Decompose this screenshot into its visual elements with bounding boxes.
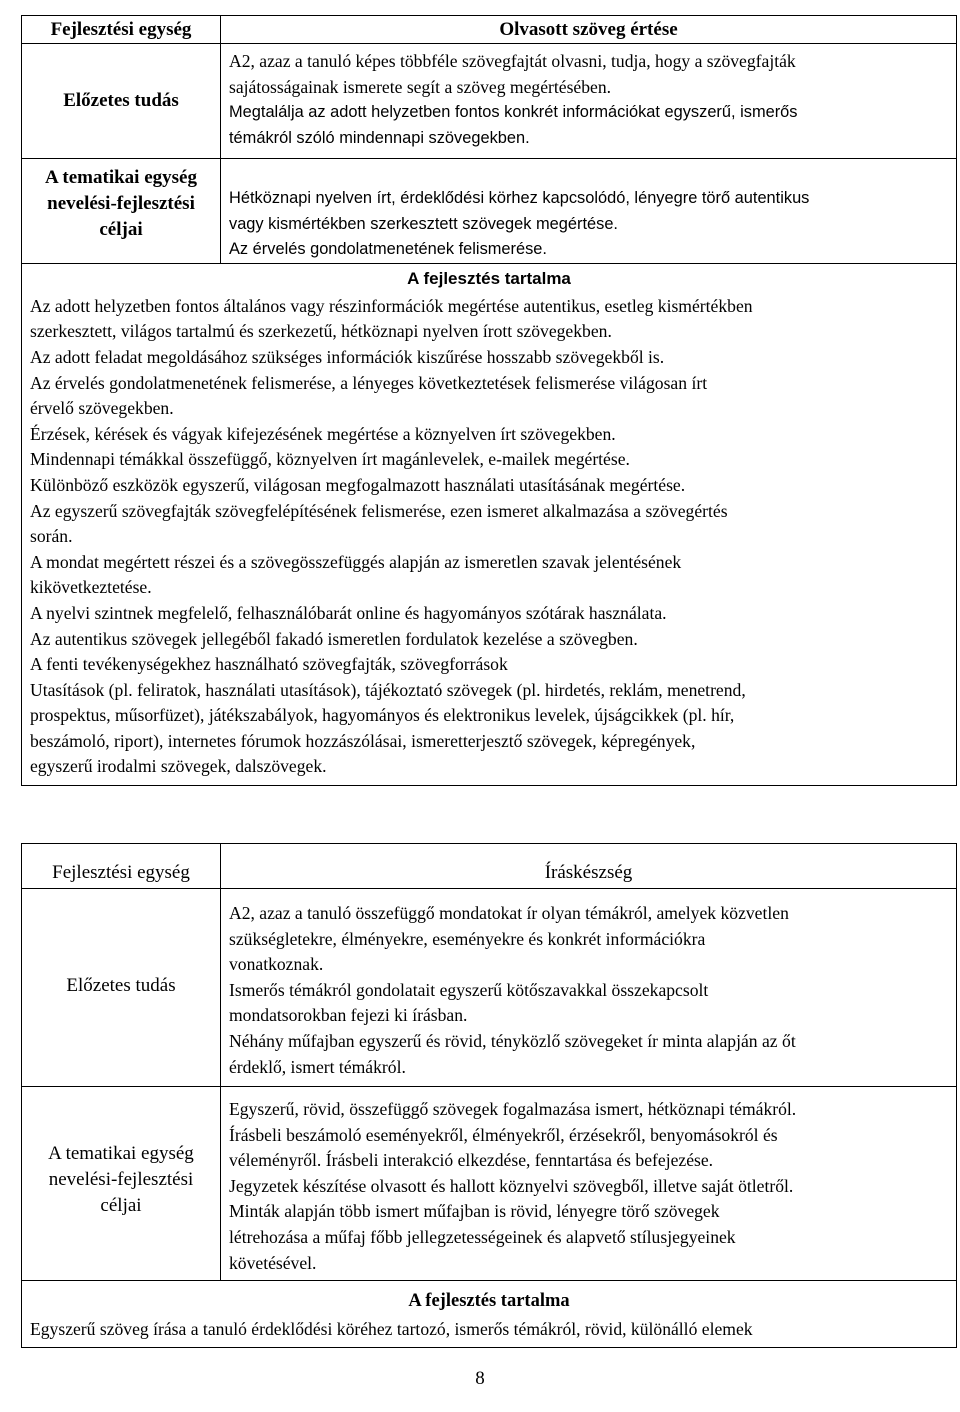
goals-line: Egyszerű, rövid, összefüggő szövegek fogalmazása ismert, hétköznapi témákról. [229,1099,797,1119]
prior-knowledge-line: Megtalálja az adott helyzetben fontos konkrét információkat egyszerű, ismerős [229,103,798,122]
content-line: érvelő szövegekben. [30,398,174,419]
content-line: kikövetkeztetése. [30,577,152,598]
development-content-title: A fejlesztés tartalma [407,268,571,288]
unit-label: Fejlesztési egység [50,19,192,40]
goals-line: létrehozása a műfaj főbb jellegzetességeinek és alapvető stílusjegyeinek [229,1226,736,1247]
content-line: Az egyszerű szövegfajták szövegfelépítésének felismerése, ezen ismeret alkalmazása a szövegértés [30,500,728,521]
content-line: Érzések, kérések és vágyak kifejezésének megértése a köznyelven írt szövegekben. [30,423,616,444]
unit-title: Olvasott szöveg értése [499,19,678,40]
prior-knowledge-line: mondatsorokban fejezi ki írásban. [229,1005,468,1026]
prior-knowledge-line: Néhány műfajban egyszerű és rövid, tényközlő szövegeket ír minta alapján az őt [229,1030,796,1051]
content-line: A nyelvi szintnek megfelelő, felhasználóbarát online és hagyományos szótárak használata. [30,602,667,623]
content-line: egyszerű irodalmi szövegek, dalszövegek. [30,756,327,777]
goals-cell [221,1087,957,1281]
prior-knowledge-label-cell [22,44,221,159]
content-line: során. [30,526,73,547]
content-line: Az adott feladat megoldásához szükséges információk kiszűrése hosszabb szövegekből is. [30,346,665,367]
content-line: A fenti tevékenységekhez használható szövegfajták, szövegforrások [30,654,508,675]
development-content-cell [22,263,957,785]
goals-label-line: A tematikai egység [45,167,197,188]
goals-label-line: céljai [99,219,143,240]
prior-knowledge-line: A2, azaz a tanuló összefüggő mondatokat ír olyan témákról, amelyek közvetlen [229,903,789,923]
content-line: Az autentikus szövegek jellegéből fakadó ismeretlen fordulatok kezelése a szövegben. [30,628,638,649]
content-line: A mondat megértett részei és a szövegösszefüggés alapján az ismeretlen szavak jelentésének [30,551,682,572]
content-line: Egyszerű szöveg írása a tanuló érdeklődési köréhez tartozó, ismerős témákról, rövid, különálló elemek [30,1319,753,1339]
unit-label-cell [22,16,221,44]
goals-cell [221,159,957,264]
goals-label-line: nevelési-fejlesztési [47,193,195,214]
prior-knowledge-cell [221,44,957,159]
content-line: beszámoló, riport), internetes fórumok hozzászólásai, ismeretterjesztő szövegek, képregények, [30,730,696,751]
prior-knowledge-line: érdeklő, ismert témákról. [229,1056,406,1077]
goals-label-line: A tematikai egység [48,1143,194,1164]
goals-label-cell [22,159,221,264]
unit-label-cell [22,844,221,889]
prior-knowledge-line: sajátosságainak ismerete segít a szöveg megértésében. [229,76,612,97]
prior-knowledge-line: szükségletekre, élményekre, eseményekre és konkrét információkra [229,928,706,949]
content-line: Különböző eszközök egyszerű, világosan megfogalmazott használati utasításának megértése. [30,474,686,495]
goals-label-cell [22,1087,221,1281]
goals-label-line: céljai [100,1195,142,1216]
page-number: 8 [475,1368,485,1389]
goals-line: Hétköznapi nyelven írt, érdeklődési körhez kapcsolódó, lényegre törő autentikus [229,189,810,207]
unit-title-cell [221,16,957,44]
content-line: Az érvelés gondolatmenetének felismerése, a lényeges következtetések felismerése világosan írt [30,372,708,393]
development-content-title: A fejlesztés tartalma [408,1291,570,1311]
content-line: szerkesztett, világos tartalmú és szerkezetű, hétköznapi nyelven írott szövegekben. [30,321,612,342]
development-content-cell [22,1281,957,1348]
goals-line: vagy kismértékben szerkesztett szövegek megértése. [229,214,618,233]
goals-line: Jegyzetek készítése olvasott és hallott köznyelvi szövegből, illetve saját ötletről. [229,1175,794,1196]
prior-knowledge-label: Előzetes tudás [66,975,176,996]
unit-label: Fejlesztési egység [52,862,190,883]
goals-label-line: nevelési-fejlesztési [48,1169,194,1190]
content-line: Mindennapi témákkal összefüggő, köznyelven írt magánlevelek, e-mailek megértése. [30,449,630,470]
unit-title-cell [221,844,957,889]
goals-line: Írásbeli beszámoló eseményekről, élményekről, érzésekről, benyomásokról és [229,1124,778,1145]
content-line: prospektus, műsorfüzet), játékszabályok, hagyományos és elektronikus levelek, újságcikkek (pl. hír, [30,705,735,726]
reading-comprehension-table [21,15,957,786]
writing-skills-table [21,843,957,1348]
unit-title: Íráskészség [544,862,633,883]
prior-knowledge-cell [221,889,957,1087]
goals-line: követésével. [229,1252,317,1273]
prior-knowledge-label-cell [22,889,221,1087]
prior-knowledge-line: A2, azaz a tanuló képes többféle szövegfajtát olvasni, tudja, hogy a szövegfajták [229,51,796,71]
prior-knowledge-line: témákról szóló mindennapi szövegekben. [229,128,530,147]
prior-knowledge-line: vonatkoznak. [229,954,324,975]
goals-line: véleményről. Írásbeli interakció elkezdése, fenntartása és befejezése. [229,1150,714,1171]
goals-line: Az érvelés gondolatmenetének felismerése. [229,240,547,259]
prior-knowledge-line: Ismerős témákról gondolatait egyszerű kötőszavakkal összekapcsolt [229,979,709,1000]
prior-knowledge-label: Előzetes tudás [63,90,179,111]
content-line: Az adott helyzetben fontos általános vagy részinformációk megértése autentikus, esetleg kismértékben [30,295,753,316]
goals-line: Minták alapján több ismert műfajban is rövid, lényegre törő szövegek [229,1201,720,1222]
content-line: Utasítások (pl. feliratok, használati utasítások), tájékoztató szövegek (pl. hirdetés, reklám, menetrend, [30,679,746,700]
